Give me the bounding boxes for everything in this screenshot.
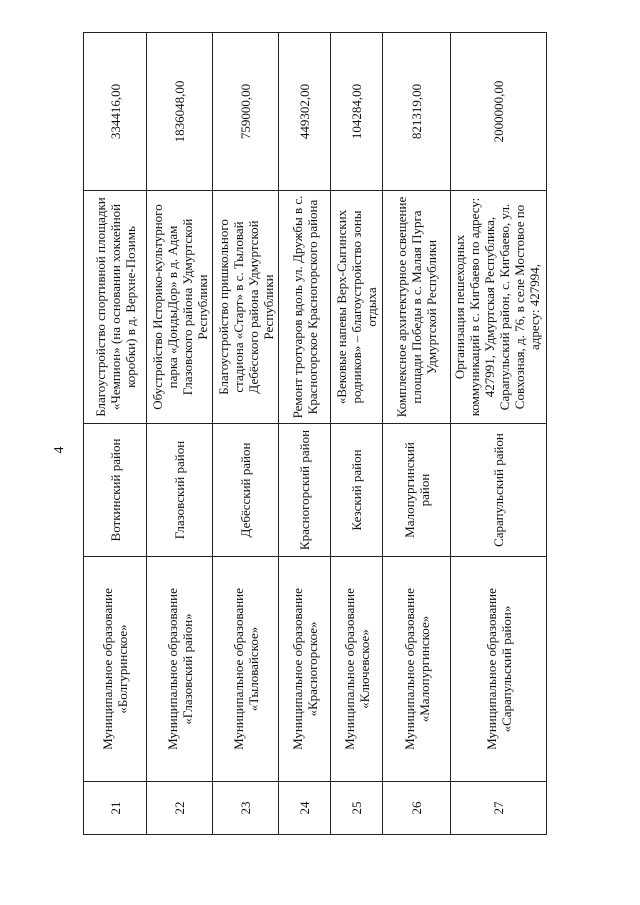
district-cell: Кезский район: [331, 424, 383, 557]
district-cell: Малопургинский район: [383, 424, 451, 557]
amount-cell: 759000,00: [213, 33, 279, 191]
amount-cell: 1836048,00: [147, 33, 213, 191]
row-number: 23: [213, 782, 279, 835]
row-number: 26: [383, 782, 451, 835]
municipality-cell: Муниципальное образование «Сарапульский район»: [451, 557, 547, 782]
project-cell: Обустройство Историко-культурного парка «ДондыДор» в д. Адам Глазовского района Удмуртской Республики: [147, 191, 213, 424]
project-cell: Благоустройство пришкольного стадиона «Старт» в с. Тыловай Дебёсского района Удмуртской Республики: [213, 191, 279, 424]
project-cell: «Вековые напевы Верх-Сыгинских родников» – благоустройство зоны отдыха: [331, 191, 383, 424]
row-number: 24: [279, 782, 331, 835]
table-row: [331, 33, 383, 835]
project-cell: Ремонт тротуаров вдоль ул. Дружбы в с. Красногорское Красногорского района: [279, 191, 331, 424]
row-number: 22: [147, 782, 213, 835]
project-cell: Организация пешеходных коммуникаций в с. Кигбаево по адресу: 427991, Удмуртская Республика, Сарапульский район, с. Кигбаево, ул. Совхозная, д. 76, в селе Мостовое по адресу: 427994,: [451, 191, 547, 424]
table-row: [84, 33, 147, 835]
row-number: 27: [451, 782, 547, 835]
district-cell: Воткинский район: [84, 424, 147, 557]
district-cell: Глазовский район: [147, 424, 213, 557]
municipality-cell: Муниципальное образование «Красногорское»: [279, 557, 331, 782]
table-row: [279, 33, 331, 835]
amount-cell: 104284,00: [331, 33, 383, 191]
district-cell: Дебёсский район: [213, 424, 279, 557]
table-row: [451, 33, 547, 835]
municipality-cell: Муниципальное образование «Тыловайское»: [213, 557, 279, 782]
table-row: [213, 33, 279, 835]
table-row: [147, 33, 213, 835]
amount-cell: 334416,00: [84, 33, 147, 191]
municipality-cell: Муниципальное образование «Малопургинское»: [383, 557, 451, 782]
district-cell: Красногорский район: [279, 424, 331, 557]
municipality-cell: Муниципальное образование «Ключевское»: [331, 557, 383, 782]
row-number: 21: [84, 782, 147, 835]
page-number: 4: [52, 446, 67, 454]
table-row: [383, 33, 451, 835]
row-number: 25: [331, 782, 383, 835]
project-cell: Комплексное архитектурное освещение площади Победы в с. Малая Пурга Удмуртской Республики: [383, 191, 451, 424]
district-cell: Сарапульский район: [451, 424, 547, 557]
projects-table: [83, 32, 547, 835]
municipality-cell: Муниципальное образование «Глазовский район»: [147, 557, 213, 782]
project-cell: Благоустройство спортивной площадки «Чемпион» (на основании хоккейной коробки) в д. Верхне-Позимь: [84, 191, 147, 424]
amount-cell: 2000000,00: [451, 33, 547, 191]
amount-cell: 449302,00: [279, 33, 331, 191]
amount-cell: 821319,00: [383, 33, 451, 191]
municipality-cell: Муниципальное образование «Болгуринское»: [84, 557, 147, 782]
